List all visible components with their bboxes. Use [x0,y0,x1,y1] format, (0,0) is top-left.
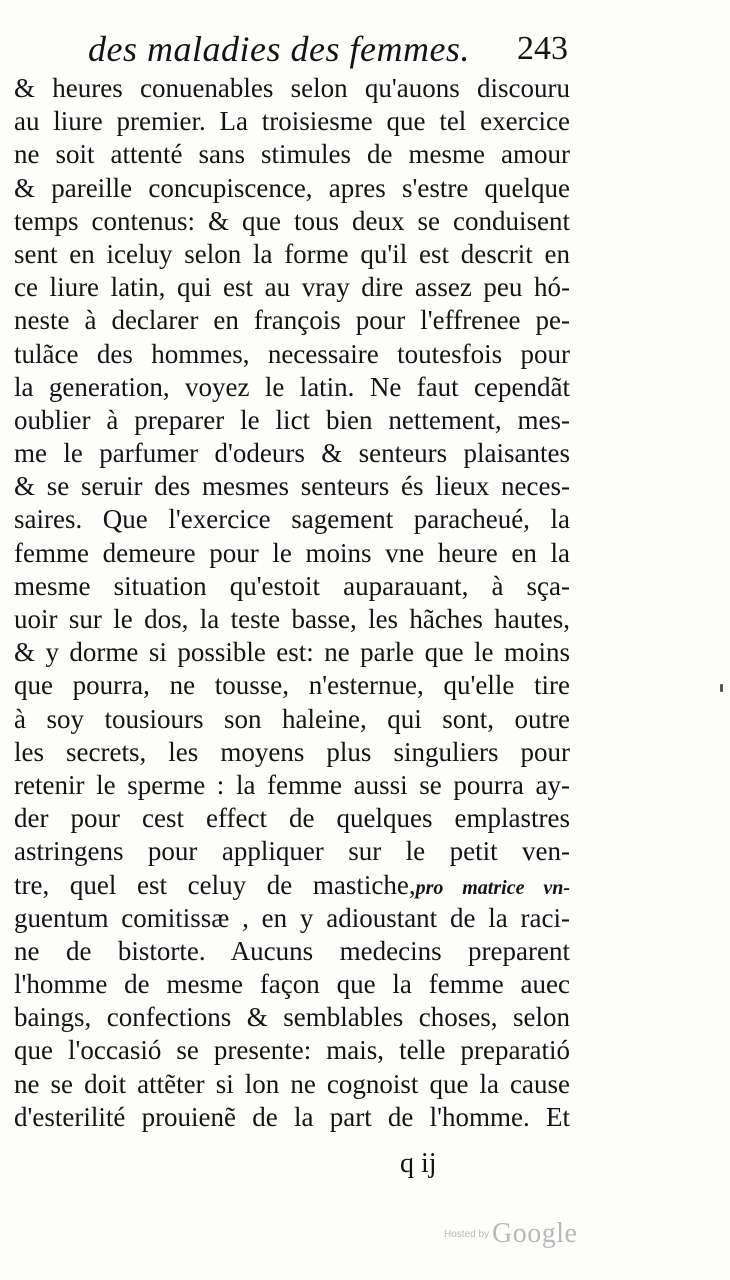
text-line: guentum comitissæ , en y adioustant de la raci- [14,902,570,933]
text-line: & heures conuenables selon qu'auons discouru [14,73,570,103]
text-line: la generation, voyez le latin. Ne faut cependãt [14,371,570,402]
text-line: retenir le sperme : la femme aussi se pourra ay- [14,769,570,800]
text-line: mesme situation qu'estoit auparauant, à sça- [14,570,570,601]
text-line: au liure premier. La troisiesme que tel exercice [14,106,570,137]
text-line: l'homme de mesme façon que la femme auec [14,969,570,1000]
text-line: femme demeure pour le moins vne heure en la [14,537,570,568]
watermark-prefix: Hosted by [444,1228,490,1240]
text-line: que l'occasió se presente: mais, telle preparatió [14,1035,570,1066]
text-line: & se seruir des mesmes senteurs és lieux neces- [14,471,570,502]
text-line: les secrets, les moyens plus singuliers pour [14,736,570,767]
text-line: ne se doit attẽter si lon ne cognoist que la cause [14,1068,570,1099]
latin-phrase: pro matrice vn- [415,876,571,899]
text-line: neste à declarer en françois pour l'effrenee pe- [14,305,570,336]
google-watermark [444,1218,577,1250]
text-line: d'esterilité prouienẽ de la part de l'homme. Et [14,1101,570,1132]
text-line: oublier à preparer le lict bien nettement, mes- [14,404,570,435]
text-line: tulãce des hommes, necessaire toutesfois pour [14,338,570,369]
text-line: temps contenus: & que tous deux se conduisent [14,205,570,236]
text-line: ne soit attenté sans stimules de mesme amour [14,139,570,170]
text-line: astringens pour appliquer sur le petit ven- [14,836,570,867]
text-line: saires. Que l'exercice sagement paracheué, la [14,504,570,535]
text-line: der pour cest effect de quelques emplastres [14,803,570,834]
text-segment: tre, quel est celuy de mastiche, [14,869,416,900]
text-line: baings, confections & semblables choses, selon [14,1002,570,1033]
text-line: sent en iceluy selon la forme qu'il est descrit en [14,238,570,269]
page-number: 243 [517,30,568,67]
text-line: me le parfumer d'odeurs & senteurs plaisantes [14,438,570,469]
page-header [88,22,568,76]
running-head: des maladies des femmes. [88,29,470,69]
body-text [14,72,570,1134]
text-line: & y dorme si possible est: ne parle que le moins [14,637,570,668]
signature-mark: q ij [400,1148,437,1179]
text-line: ne de bistorte. Aucuns medecins preparent [14,935,570,966]
text-line: & pareille concupiscence, apres s'estre quelque [14,172,570,203]
margin-speck [720,684,723,692]
text-line-with-latin [14,869,570,902]
text-line: que pourra, ne tousse, n'esternue, qu'elle tire [14,670,570,701]
text-line: uoir sur le dos, la teste basse, les hãches hautes, [14,604,570,634]
watermark-brand: Google [492,1218,578,1249]
text-line: ce liure latin, qui est au vray dire assez peu hó- [14,272,570,303]
text-line: à soy tousiours son haleine, qui sont, outre [14,703,570,734]
